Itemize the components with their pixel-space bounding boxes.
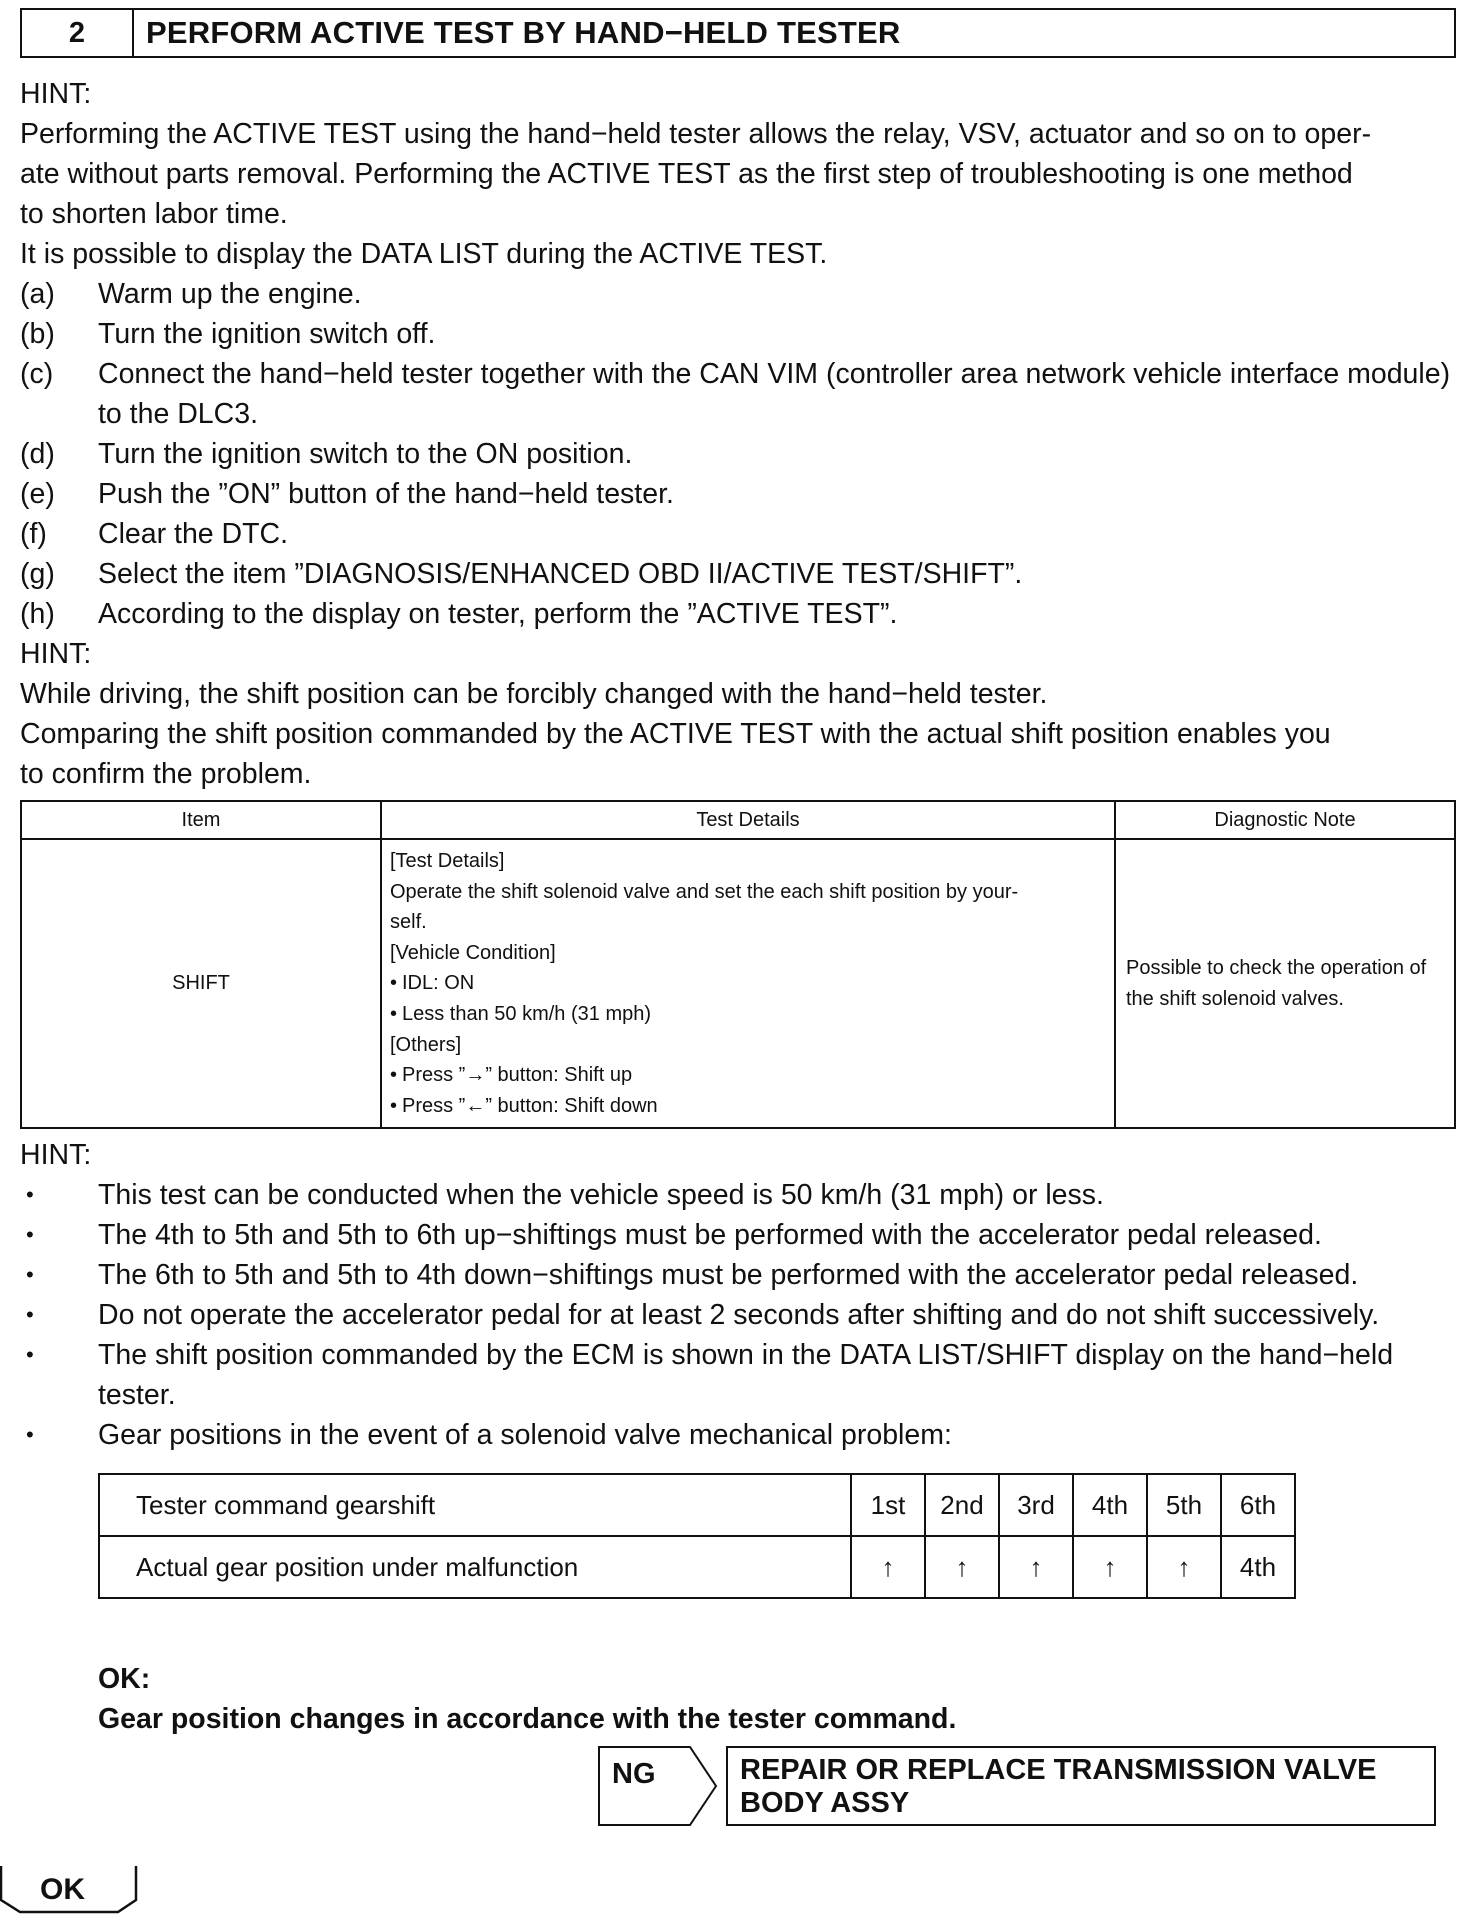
bullet-text: The 4th to 5th and 5th to 6th up−shiftings must be performed with the accelerator pedal released. <box>98 1219 1322 1252</box>
gear-cell: ↑ <box>999 1536 1073 1598</box>
details-line: IDL: ON <box>402 972 475 995</box>
procedure-body <box>20 74 1456 794</box>
step-text: Warm up the engine. <box>98 278 362 310</box>
bullet-icon: • <box>390 1064 398 1087</box>
details-line: [Others] <box>390 1033 462 1056</box>
intro-line: Performing the ACTIVE TEST using the hand−held tester allows the relay, VSV, actuator and so on to oper- <box>20 118 1372 150</box>
bullet-icon: • <box>26 1222 34 1248</box>
list-item <box>20 1255 1456 1295</box>
gear-cell: 1st <box>851 1474 925 1536</box>
step-text: Turn the ignition switch off. <box>98 318 436 350</box>
details-bullet-line <box>390 999 1106 1030</box>
row-label: Actual gear position under malfunction <box>99 1536 851 1598</box>
step-number: 2 <box>22 10 134 56</box>
gear-cell: ↑ <box>851 1536 925 1598</box>
details-line: Operate the shift solenoid valve and set the each shift position by your- <box>390 880 1019 903</box>
bullet-text: Do not operate the accelerator pedal for at least 2 seconds after shifting and do not shift successively. <box>98 1299 1380 1332</box>
intro-line: It is possible to display the DATA LIST during the ACTIVE TEST. <box>20 238 828 270</box>
table-row <box>99 1536 1295 1598</box>
procedure-step <box>20 594 1456 634</box>
details-bullet-line <box>390 1060 1106 1091</box>
hint-section <box>20 1135 1456 1455</box>
details-line: self. <box>390 911 427 934</box>
step-label: (b) <box>20 318 55 350</box>
column-header: Diagnostic Note <box>1115 801 1455 839</box>
ok-tab-label: OK <box>40 1873 85 1906</box>
gear-cell: ↑ <box>925 1536 999 1598</box>
gear-cell: 2nd <box>925 1474 999 1536</box>
test-details-cell <box>381 839 1115 1128</box>
step-label: (f) <box>20 518 47 550</box>
gear-cell: 3rd <box>999 1474 1073 1536</box>
column-header: Test Details <box>381 801 1115 839</box>
step-text: Push the ”ON” button of the hand−held tester. <box>98 478 674 510</box>
gear-cell: ↑ <box>1147 1536 1221 1598</box>
step-label: (c) <box>20 358 54 390</box>
repair-action-line: REPAIR OR REPLACE TRANSMISSION VALVE <box>740 1754 1377 1786</box>
list-item <box>20 1335 1456 1415</box>
hint-label: HINT: <box>20 1139 92 1172</box>
procedure-step <box>20 514 1456 554</box>
table-row <box>99 1474 1295 1536</box>
details-line: [Test Details] <box>390 850 505 872</box>
details-line: [Vehicle Condition] <box>390 941 556 964</box>
step-text: Turn the ignition switch to the ON position. <box>98 438 633 470</box>
step-text: Clear the DTC. <box>98 518 289 550</box>
intro-line: to shorten labor time. <box>20 198 288 230</box>
list-item <box>20 1415 1456 1455</box>
hint-line: to confirm the problem. <box>20 758 312 790</box>
step-label: (h) <box>20 598 55 630</box>
procedure-step <box>20 434 1456 474</box>
column-header: Item <box>21 801 381 839</box>
hint-label: HINT: <box>20 78 92 110</box>
details-line: Press ”→” button: Shift up <box>402 1064 633 1087</box>
ok-branch <box>0 1862 140 1914</box>
step-label: (d) <box>20 438 55 470</box>
step-title: PERFORM ACTIVE TEST BY HAND−HELD TESTER <box>146 15 901 50</box>
repair-action-box <box>726 1746 1436 1826</box>
list-item <box>20 1215 1456 1255</box>
gear-cell: ↑ <box>1073 1536 1147 1598</box>
details-bullet-line <box>390 1091 1106 1122</box>
gear-cell: 4th <box>1073 1474 1147 1536</box>
gear-cell: 5th <box>1147 1474 1221 1536</box>
procedure-step <box>20 474 1456 514</box>
details-bullet-line <box>390 968 1106 999</box>
bullet-text: The shift position commanded by the ECM is shown in the DATA LIST/SHIFT display on the hand−held tester. <box>98 1339 1394 1412</box>
bullet-icon: • <box>26 1422 34 1448</box>
bullet-text: Gear positions in the event of a solenoid valve mechanical problem: <box>98 1419 952 1452</box>
ng-branch <box>598 1746 1436 1826</box>
bullet-icon: • <box>26 1342 34 1368</box>
procedure-page <box>20 8 1456 1739</box>
list-item <box>20 1295 1456 1335</box>
procedure-step <box>20 314 1456 354</box>
item-cell: SHIFT <box>21 839 381 1128</box>
active-test-table <box>20 800 1456 1129</box>
table-header-row <box>21 801 1455 839</box>
bullet-icon: • <box>390 972 398 995</box>
list-item <box>20 1175 1456 1215</box>
bullet-text: The 6th to 5th and 5th to 4th down−shiftings must be performed with the accelerator pedal released. <box>98 1259 1359 1292</box>
hint-label: HINT: <box>20 638 92 670</box>
gear-position-table <box>98 1473 1296 1599</box>
bullet-icon: • <box>390 1002 398 1025</box>
ok-label: OK: <box>98 1663 151 1696</box>
ng-label: NG <box>612 1758 656 1790</box>
step-text: Connect the hand−held tester together with the CAN VIM (controller area network vehicle interface module) to the DLC3. <box>98 358 1451 430</box>
row-label: Tester command gearshift <box>99 1474 851 1536</box>
procedure-step <box>20 354 1456 434</box>
bullet-icon: • <box>26 1262 34 1288</box>
table-row <box>21 839 1455 1128</box>
hint-line: While driving, the shift position can be forcibly changed with the hand−held tester. <box>20 678 1048 710</box>
bullet-icon: • <box>26 1182 34 1208</box>
step-label: (a) <box>20 278 55 310</box>
ok-result <box>98 1659 1456 1739</box>
hint-bullet-list <box>20 1175 1456 1455</box>
gear-cell: 4th <box>1221 1536 1295 1598</box>
details-line: Press ”←” button: Shift down <box>402 1094 658 1117</box>
bullet-icon: • <box>26 1302 34 1328</box>
bullet-icon: • <box>390 1094 398 1117</box>
intro-line: ate without parts removal. Performing the ACTIVE TEST as the first step of troubleshooting is one method <box>20 158 1353 190</box>
step-text: Select the item ”DIAGNOSIS/ENHANCED OBD II/ACTIVE TEST/SHIFT”. <box>98 558 1023 590</box>
step-label: (g) <box>20 558 55 590</box>
procedure-step <box>20 554 1456 594</box>
gear-cell: 6th <box>1221 1474 1295 1536</box>
diagnostic-note-cell: Possible to check the operation of the shift solenoid valves. <box>1115 839 1455 1128</box>
bullet-text: This test can be conducted when the vehicle speed is 50 km/h (31 mph) or less. <box>98 1179 1104 1212</box>
ok-text: Gear position changes in accordance with the tester command. <box>98 1703 957 1736</box>
step-label: (e) <box>20 478 55 510</box>
repair-action-line: BODY ASSY <box>740 1787 910 1819</box>
details-line: Less than 50 km/h (31 mph) <box>402 1002 652 1025</box>
procedure-step <box>20 274 1456 314</box>
step-text: According to the display on tester, perform the ”ACTIVE TEST”. <box>98 598 898 630</box>
hint-line: Comparing the shift position commanded by the ACTIVE TEST with the actual shift position enables you <box>20 718 1331 750</box>
step-header <box>20 8 1456 58</box>
